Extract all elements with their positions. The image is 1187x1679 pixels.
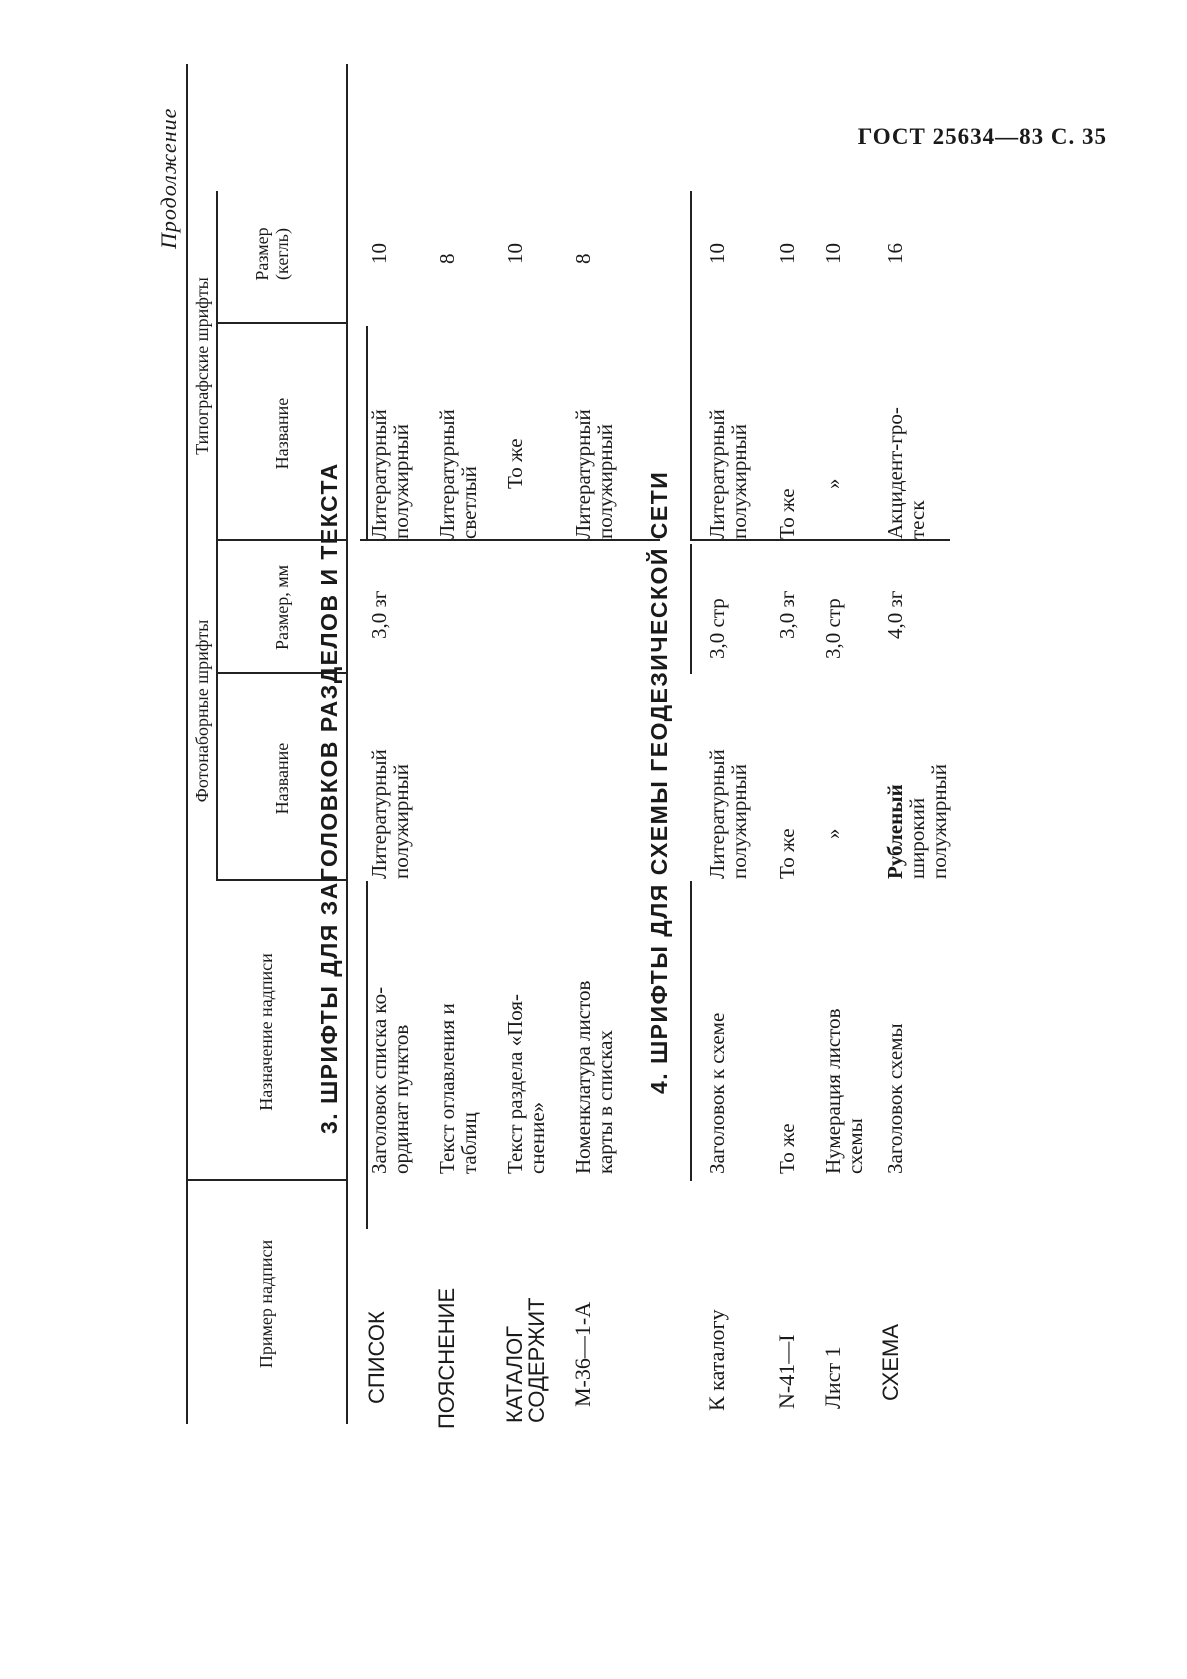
typo-name-line: теск: [905, 500, 929, 539]
typo-name-line: полужирный: [389, 424, 413, 539]
rotated-table: [0, 49, 1170, 1679]
purpose-row-3-1: [368, 884, 412, 1174]
purpose-line: Текст оглавления и: [435, 1003, 459, 1174]
example-m36: М-36—1-А: [570, 1301, 595, 1407]
col-header-example: Пример надписи: [256, 1239, 276, 1369]
example-line: КАТАЛОГ: [502, 1325, 527, 1423]
page-header: ГОСТ 25634—83 С. 35: [857, 124, 1107, 149]
typo-name-row-4-2: [776, 326, 798, 539]
purpose-line: Нумерация листов: [821, 1008, 845, 1174]
typo-size-row-3-4: 8: [571, 253, 595, 264]
purpose-row-4-3: [822, 884, 866, 1174]
photo-name-line: »: [821, 828, 845, 839]
typo-name-line: Литературный: [571, 409, 595, 539]
example-list-1: Лист 1: [820, 1346, 845, 1409]
typo-size-row-4-4: 16: [883, 243, 907, 264]
col-header-purpose: Назначение надписи: [256, 953, 276, 1111]
photo-name-line: широкий: [905, 797, 929, 879]
section4-divider-mid: [690, 544, 692, 674]
header-hline-photo: [216, 191, 218, 881]
example-poyasnenie: ПОЯСНЕНИЕ: [434, 1287, 459, 1429]
col-header-photo-group: Фотонаборные шрифты: [192, 619, 212, 803]
photo-name-line: Литературный: [705, 749, 729, 879]
col-header-typo-size-line1: Размер: [252, 227, 272, 281]
typo-name-row-4-3: [822, 479, 844, 490]
typo-size-row-3-3: 10: [503, 243, 527, 264]
example-spisok: СПИСОК: [364, 1311, 389, 1404]
typo-name-line: Литературный: [367, 409, 391, 539]
example-k-katalogu: К каталогу: [704, 1309, 729, 1411]
col-header-typo-size-line2: (кегль): [272, 228, 292, 280]
purpose-line: снение»: [525, 1101, 549, 1174]
photo-name-line: полужирный: [727, 764, 751, 879]
section4-divider-left: [690, 881, 692, 1181]
purpose-line: Заголовок списка ко-: [367, 986, 391, 1174]
section4-divider-right: [690, 191, 692, 541]
photo-name-line: полужирный: [389, 764, 413, 879]
col-header-photo-name: Название: [272, 742, 292, 815]
col-header-typo-size: [252, 184, 292, 324]
photo-name-line: Литературный: [367, 749, 391, 879]
purpose-line: ординат пунктов: [389, 1024, 413, 1174]
example-skhema: СХЕМА: [878, 1324, 903, 1401]
example-line: СОДЕРЖИТ: [524, 1297, 549, 1423]
typo-name-line: светлый: [457, 466, 481, 539]
photo-name-row-4-3: [822, 829, 844, 840]
typo-name-row-3-3: [504, 438, 526, 489]
col-header-typo-name: Название: [272, 397, 292, 470]
purpose-line: таблиц: [457, 1112, 481, 1174]
purpose-line: Заголовок схемы: [883, 1023, 907, 1174]
section-title-4: 4. ШРИФТЫ ДЛЯ СХЕМЫ ГЕОДЕЗИЧЕСКОЙ СЕТИ: [646, 470, 672, 1094]
typo-name-line: Литературный: [435, 409, 459, 539]
photo-size-row-4-3: 3,0 стр: [821, 598, 845, 659]
photo-name-row-4-4: [884, 674, 950, 879]
col-header-typo-group: Типографские шрифты: [192, 277, 212, 455]
purpose-row-3-3: [504, 884, 548, 1174]
purpose-row-3-4: [572, 884, 616, 1174]
photo-size-row-4-2: 3,0 зг: [775, 590, 799, 639]
purpose-row-4-4: [884, 884, 906, 1174]
section3-vline-typo-name: [360, 539, 660, 541]
example-n41: N-41—I: [774, 1334, 799, 1409]
section4-vline-typo-name: [690, 539, 950, 541]
typo-name-row-3-2: [436, 326, 480, 539]
photo-size-row-4-1: 3,0 стр: [705, 598, 729, 659]
typo-size-row-4-2: 10: [775, 243, 799, 264]
typo-name-line: То же: [775, 488, 799, 539]
purpose-row-4-1: [706, 884, 728, 1174]
typo-name-line: полужирный: [593, 424, 617, 539]
col-header-photo-size: Размер, мм: [272, 564, 292, 651]
typo-name-line: полужирный: [727, 424, 751, 539]
typo-name-line: »: [821, 478, 845, 489]
typo-size-row-4-3: 10: [821, 243, 845, 264]
photo-name-line: полужирный: [927, 764, 951, 879]
typo-name-row-4-1: [706, 326, 750, 539]
purpose-line: Текст раздела «Поя-: [503, 994, 527, 1174]
photo-name-row-3-1: [368, 674, 412, 879]
typo-name-row-3-1: [368, 326, 412, 539]
purpose-line: Номенклатура листов: [571, 980, 595, 1174]
purpose-line: схемы: [843, 1118, 867, 1174]
photo-name-line: Рубленый: [883, 784, 907, 879]
typo-size-row-3-2: 8: [435, 253, 459, 264]
continuation-label: Продолжение: [156, 107, 181, 249]
typo-name-line: Литературный: [705, 409, 729, 539]
photo-name-row-4-2: [776, 674, 798, 879]
photo-size-row-4-4: 4,0 зг: [883, 590, 907, 639]
typo-size-row-3-1: 10: [367, 243, 391, 264]
purpose-line: карты в списках: [593, 1030, 617, 1174]
purpose-row-4-2: [776, 884, 798, 1174]
typo-name-line: То же: [503, 438, 527, 489]
header-bottom-border: [346, 64, 348, 1424]
example-katalog: [504, 1297, 548, 1423]
purpose-line: Заголовок к схеме: [705, 1012, 729, 1174]
typo-name-row-3-4: [572, 326, 616, 539]
photo-name-row-4-1: [706, 674, 750, 879]
photo-size-row-3-1: 3,0 зг: [367, 590, 391, 639]
typo-size-row-4-1: 10: [705, 243, 729, 264]
photo-name-line: То же: [775, 828, 799, 879]
typo-name-line: Акцидент-гро-: [883, 407, 907, 539]
purpose-row-3-2: [436, 884, 480, 1174]
typo-name-row-4-4: [884, 326, 928, 539]
purpose-line: То же: [775, 1123, 799, 1174]
section-title-3: 3. ШРИФТЫ ДЛЯ ЗАГОЛОВКОВ РАЗДЕЛОВ И ТЕКСТА: [316, 462, 342, 1134]
table-top-border: [186, 64, 188, 1424]
